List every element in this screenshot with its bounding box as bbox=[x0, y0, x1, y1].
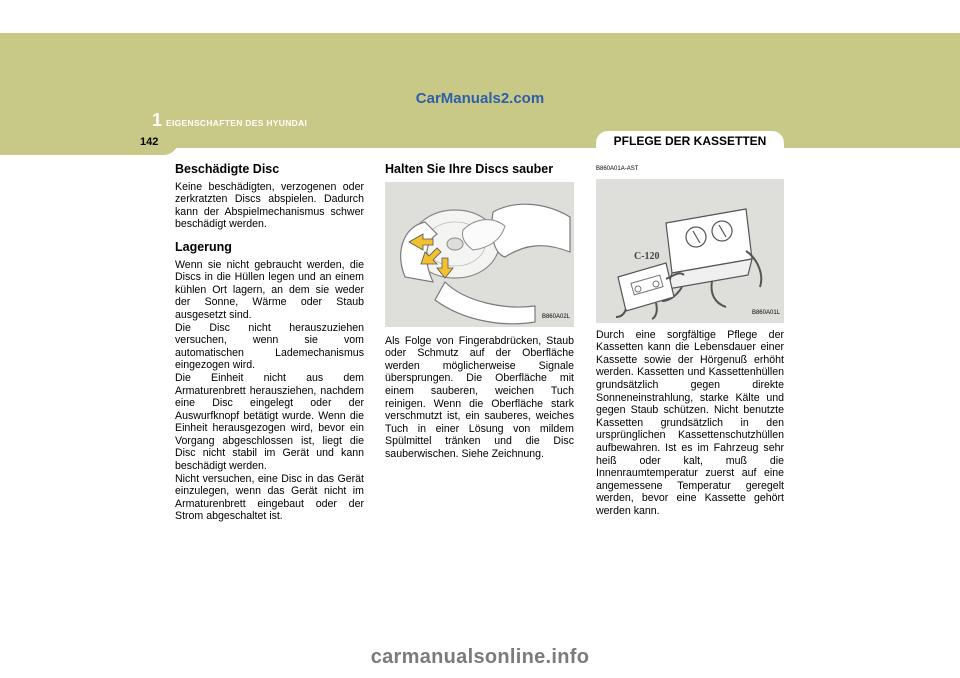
page-number: 142 bbox=[140, 136, 159, 148]
heading-damaged-disc: Beschädigte Disc bbox=[175, 162, 280, 176]
hands-wiping-disc-icon bbox=[385, 182, 574, 327]
cassette-care-illustration bbox=[596, 179, 784, 323]
heading-storage: Lagerung bbox=[175, 239, 232, 254]
section-title: PFLEGE DER KASSETTEN bbox=[596, 131, 784, 151]
column-cassette-care bbox=[596, 163, 784, 518]
column-clean-discs bbox=[385, 163, 574, 461]
column-damaged-disc bbox=[175, 163, 364, 523]
chapter-number: 1 bbox=[152, 110, 163, 130]
paragraph-damaged-disc: Keine beschädigten, verzogenen oder zerkratzten Discs abspielen. Dadurch kann der Abspielmechanismus schwer beschädigt werden. bbox=[175, 180, 364, 231]
chapter-title: EIGENSCHAFTEN DES HYUNDAI bbox=[166, 118, 308, 128]
disc-cleaning-illustration bbox=[385, 182, 574, 327]
watermark-bottom[interactable]: carmanualsonline.info bbox=[370, 646, 590, 668]
figure-code: B860A02L bbox=[541, 314, 570, 320]
cassette-label: C-120 bbox=[634, 250, 660, 262]
chapter-heading bbox=[152, 110, 307, 131]
figure-code: B860A01L bbox=[751, 310, 780, 316]
watermark-top[interactable]: CarManuals2.com bbox=[415, 90, 545, 107]
paragraph-cassette-care: Durch eine sorgfältige Pflege der Kassetten kann die Lebensdauer einer Kassette sowie der Hörgenuß erhöht werden. Kassetten und Kassettenhüllen grundsätzlich gegen direkte Sonneneinstrahlung, starke Kälte und gegen Staub schützen. Nicht benutzte Kassetten grundsätzlich in den ursprünglichen Kassettenschutzhüllen aufbewahren. Ist es im Fahrzeug sehr heiß oder kalt, muß die Innenraumtemperatur zuerst auf eine angemessene Temperatur geregelt werden, bevor eine Kassette gehört werden kann. bbox=[596, 328, 784, 517]
reference-code: B860A01A-AST bbox=[596, 166, 639, 172]
cassette-and-heater-icon bbox=[596, 179, 784, 323]
paragraph-storage: Wenn sie nicht gebraucht werden, die Discs in die Hüllen legen und an einem kühlen Ort lagern, an dem sie weder der Sonne, Wärme oder Staub ausgesetzt sind. Die Disc nicht herauszuziehen versuchen, wenn sie vom automatischen Lademechanismus eingezogen wird. Die Einheit nicht aus dem Armaturenbrett herausziehen, nachdem eine Disc eingelegt oder der Auswurfknopf betätigt wurde. Wenn die Einheit herausgezogen wird, bevor ein Vorgang abgeschlossen ist, liegt die Disc nicht stabil im Gerät und kann beschädigt werden. Nicht versuchen, eine Disc in das Gerät einzulegen, wenn das Gerät nicht im Armaturenbrett eingebaut oder der Strom abgeschaltet ist. bbox=[175, 258, 364, 523]
paragraph-clean-discs: Als Folge von Fingerabdrücken, Staub oder Schmutz auf der Oberfläche werden möglicherweise Signale übersprungen. Die Oberfläche mit einem sauberen, weichen Tuch reinigen. Wenn die Oberfläche stark verschmutzt ist, ein sauberes, weiches Tuch in einer Lösung von mildem Spülmittel tränken und die Disc sauberwischen. Siehe Zeichnung. bbox=[385, 334, 574, 460]
heading-clean-discs: Halten Sie Ihre Discs sauber bbox=[385, 162, 554, 176]
